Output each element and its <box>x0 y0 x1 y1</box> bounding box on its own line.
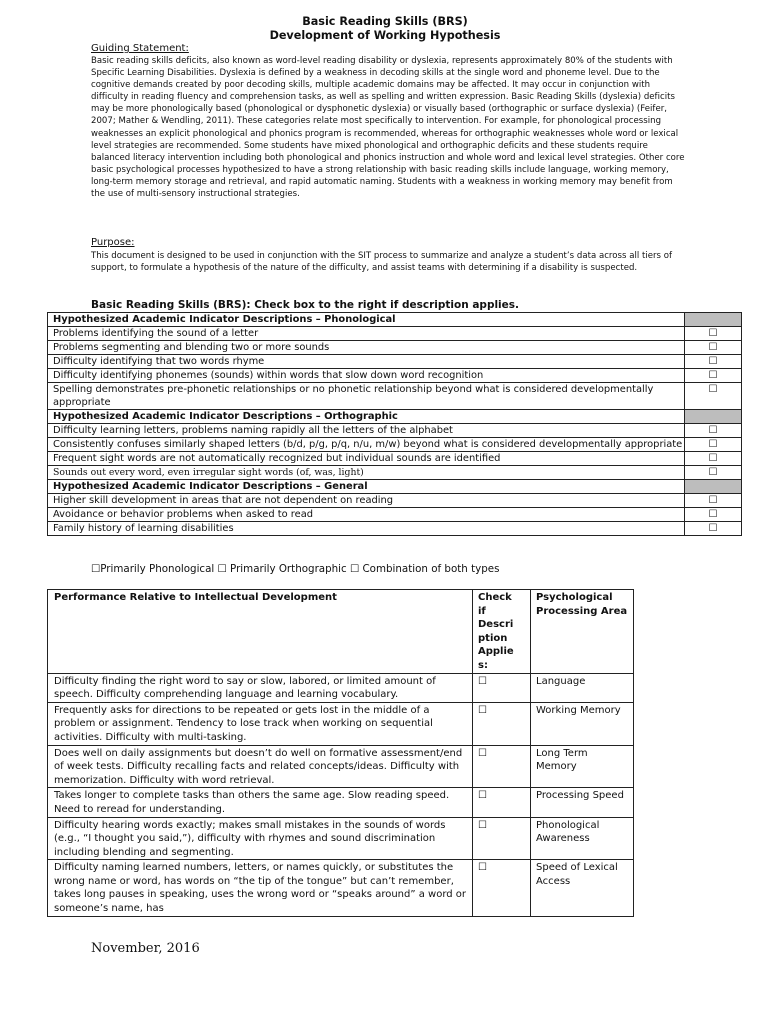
check-header <box>473 590 531 674</box>
check-header-line: ption <box>478 632 508 644</box>
footer-date: November, 2016 <box>91 941 200 956</box>
indicator-description: Avoidance or behavior problems when asked to read <box>48 508 685 522</box>
table-row <box>48 702 634 745</box>
processing-area-header: Psychological Processing Area <box>531 590 634 674</box>
indicator-checkbox[interactable]: ☐ <box>685 438 742 452</box>
processing-area: Phonological Awareness <box>531 817 634 860</box>
indicator-description: Frequent sight words are not automatically recognized but individual sounds are identified <box>48 452 685 466</box>
indicator-description: Difficulty identifying that two words rhyme <box>48 355 685 369</box>
indicator-description: Family history of learning disabilities <box>48 522 685 536</box>
performance-table <box>47 589 634 917</box>
table-row <box>48 424 742 438</box>
indicator-checkbox[interactable]: ☐ <box>685 494 742 508</box>
section-header-row <box>48 480 742 494</box>
indicator-checkbox[interactable]: ☐ <box>685 522 742 536</box>
check-header-line: if <box>478 605 486 617</box>
section-header-phonological: Hypothesized Academic Indicator Descriptions – Phonological <box>48 313 685 327</box>
indicator-description: Difficulty learning letters, problems naming rapidly all the letters of the alphabet <box>48 424 685 438</box>
performance-checkbox[interactable]: ☐ <box>473 745 531 788</box>
performance-description: Difficulty hearing words exactly; makes small mistakes in the sounds of words (e.g., “I thought you said,”), difficulty with rhymes and sound discrimination including blending and segmenting. <box>48 817 473 860</box>
section-header-row <box>48 313 742 327</box>
table-row <box>48 745 634 788</box>
check-header-line: Descri <box>478 619 514 631</box>
document-title: Basic Reading Skills (BRS) <box>302 15 468 28</box>
section-header-shade <box>685 313 742 327</box>
performance-header: Performance Relative to Intellectual Development <box>48 590 473 674</box>
table-row <box>48 341 742 355</box>
table-row <box>48 522 742 536</box>
performance-description: Frequently asks for directions to be repeated or gets lost in the middle of a problem or assignment. Tendency to lose track when working on sequential activities. Difficulty with multi-tasking. <box>48 702 473 745</box>
table-row <box>48 860 634 916</box>
purpose-label: Purpose: <box>91 237 135 248</box>
table-row <box>48 383 742 410</box>
performance-checkbox[interactable]: ☐ <box>473 860 531 916</box>
indicator-description: Problems segmenting and blending two or more sounds <box>48 341 685 355</box>
indicator-checkbox[interactable]: ☐ <box>685 383 742 410</box>
section-header-row <box>48 410 742 424</box>
indicator-table <box>47 312 742 536</box>
purpose-text: This document is designed to be used in conjunction with the SIT process to summarize and analyze a student’s data across all tiers of support, to formulate a hypothesis of the nature of the difficulty, and assist teams with determining if a disability is suspected. <box>91 251 673 274</box>
indicator-checkbox[interactable]: ☐ <box>685 327 742 341</box>
table-row <box>48 327 742 341</box>
table-row <box>48 817 634 860</box>
table-row <box>48 369 742 383</box>
performance-description: Difficulty finding the right word to say or slow, labored, or limited amount of speech. Difficulty comprehending language and learning vocabulary. <box>48 673 473 702</box>
table-row <box>48 452 742 466</box>
check-header-line: Applie <box>478 646 514 658</box>
indicator-description: Higher skill development in areas that are not dependent on reading <box>48 494 685 508</box>
table-row <box>48 466 742 480</box>
indicator-description: Sounds out every word, even irregular sight words (of, was, light) <box>48 466 685 480</box>
dyslexia-type-choice[interactable]: ☐Primarily Phonological ☐ Primarily Orthographic ☐ Combination of both types <box>91 563 500 575</box>
indicator-checkbox[interactable]: ☐ <box>685 452 742 466</box>
processing-area: Long Term Memory <box>531 745 634 788</box>
indicator-description: Spelling demonstrates pre-phonetic relationships or no phonetic relationship beyond what is considered developmentally appropriate <box>48 383 685 410</box>
guiding-statement-text: Basic reading skills deficits, also known as word-level reading disability or dyslexia, represents approximately 80% of the students with Specific Learning Disabilities. Dyslexia is defined by a weakness in decoding skills at the single word and phoneme level. Due to the cognitive demands created by poor decoding skills, multiple academic domains may be affected. It may occur in conjunction with difficulty in reading fluency and comprehension tasks, as well as spelling and written expression. Basic Reading Skills (dyslexia) deficits may be more phonologically based (phonological or dysphonetic dyslexia) or visually based (orthographic or surface dyslexia) (Feifer, 2007; Mather & Wendling, 2011). These categories relate most specifically to intervention. For example, for phonological processing weaknesses an explicit phonological and phonics program is recommended, whereas for orthographic weaknesses whole word or lexical level strategies are recommended. Some students have mixed phonological and orthographic deficits and these students require balanced literacy intervention including both phonological and phonics instruction and whole word and lexical level strategies. Other core basic psychological processes hypothesized to have a strong relationship with basic reading skills include language, working memory, long-term memory storage and retrieval, and rapid automatic naming. Students with a weakness in working memory may benefit from the use of multi-sensory instructional strategies. <box>91 56 685 200</box>
processing-area: Processing Speed <box>531 788 634 817</box>
indicator-checkbox[interactable]: ☐ <box>685 508 742 522</box>
processing-area: Language <box>531 673 634 702</box>
section-header-shade <box>685 410 742 424</box>
table-row <box>48 673 634 702</box>
check-header-line: Check <box>478 592 512 603</box>
indicator-checkbox[interactable]: ☐ <box>685 466 742 480</box>
performance-checkbox[interactable]: ☐ <box>473 788 531 817</box>
section-header-general: Hypothesized Academic Indicator Descriptions – General <box>48 480 685 494</box>
indicator-description: Consistently confuses similarly shaped letters (b/d, p/g, p/q, n/u, m/w) beyond what is considered developmentally appropriate <box>48 438 685 452</box>
indicator-checkbox[interactable]: ☐ <box>685 341 742 355</box>
performance-description: Difficulty naming learned numbers, letters, or names quickly, or substitutes the wrong name or word, has words on “the tip of the tongue” but can’t remember, takes long pauses in speaking, uses the wrong word or “speaks around” a word or someone’s name, has <box>48 860 473 916</box>
table-row <box>48 508 742 522</box>
performance-description: Does well on daily assignments but doesn’t do well on formative assessment/end of week tests. Difficulty recalling facts and related concepts/ideas. Difficulty with memorization. Difficulty with word retrieval. <box>48 745 473 788</box>
indicator-checkbox[interactable]: ☐ <box>685 355 742 369</box>
document-subtitle: Development of Working Hypothesis <box>269 29 501 42</box>
section-header-shade <box>685 480 742 494</box>
guiding-statement-label: Guiding Statement: <box>91 43 189 54</box>
checklist-heading: Basic Reading Skills (BRS): Check box to the right if description applies. <box>91 299 520 311</box>
table-row <box>48 494 742 508</box>
indicator-checkbox[interactable]: ☐ <box>685 369 742 383</box>
indicator-description: Problems identifying the sound of a letter <box>48 327 685 341</box>
performance-checkbox[interactable]: ☐ <box>473 673 531 702</box>
indicator-checkbox[interactable]: ☐ <box>685 424 742 438</box>
processing-area: Working Memory <box>531 702 634 745</box>
table-row <box>48 355 742 369</box>
processing-area: Speed of Lexical Access <box>531 860 634 916</box>
performance-checkbox[interactable]: ☐ <box>473 702 531 745</box>
indicator-description: Difficulty identifying phonemes (sounds) within words that slow down word recognition <box>48 369 685 383</box>
section-header-orthographic: Hypothesized Academic Indicator Descriptions – Orthographic <box>48 410 685 424</box>
check-header-line: s: <box>478 659 488 671</box>
performance-description: Takes longer to complete tasks than others the same age. Slow reading speed. Need to reread for understanding. <box>48 788 473 817</box>
performance-header-row <box>48 590 634 674</box>
performance-checkbox[interactable]: ☐ <box>473 817 531 860</box>
table-row <box>48 788 634 817</box>
table-row <box>48 438 742 452</box>
